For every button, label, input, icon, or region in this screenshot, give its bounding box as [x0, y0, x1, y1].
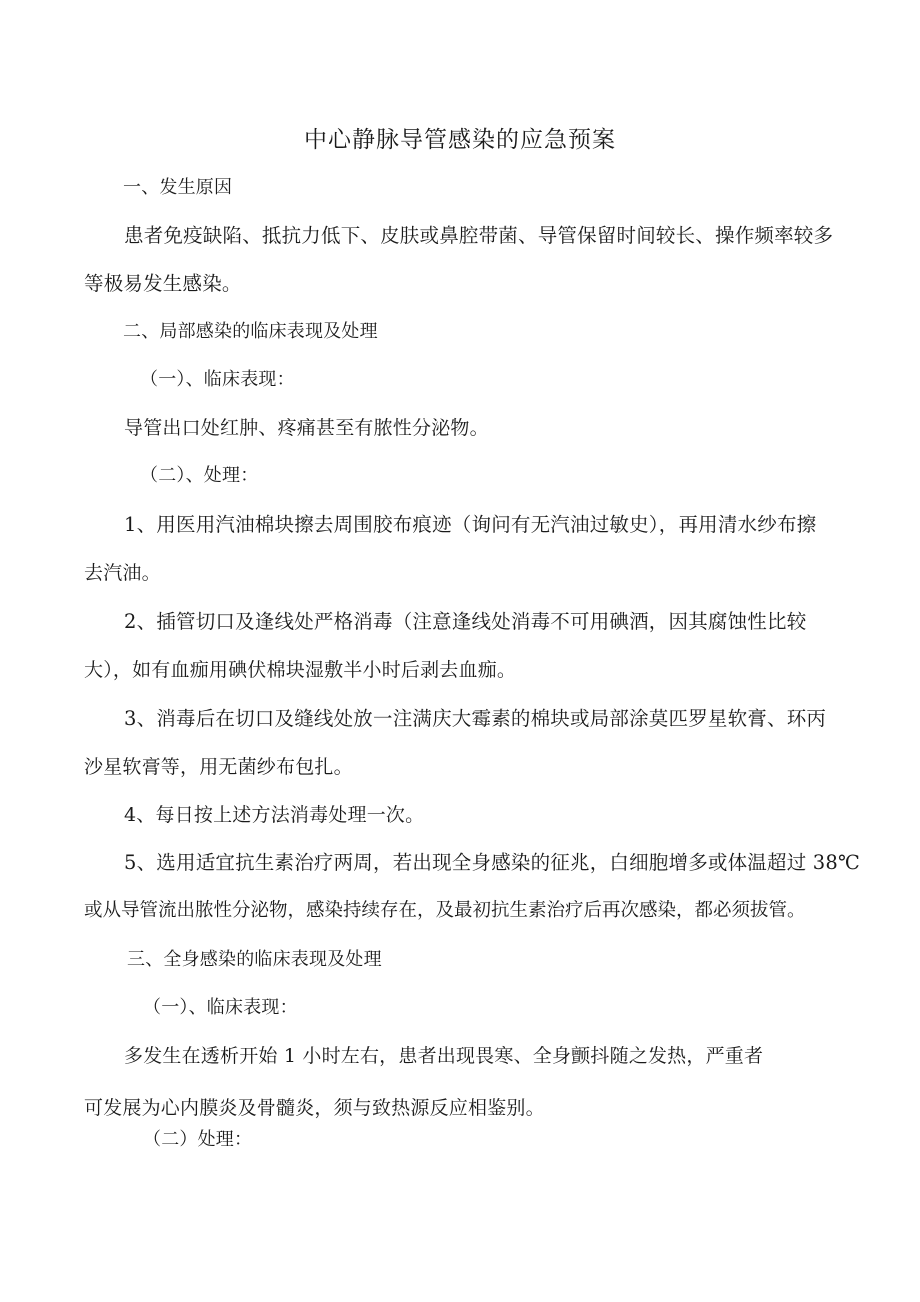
section2-sub1-heading: （一）、临床表现：: [140, 369, 295, 390]
item5-line1: 5、选用适宜抗生素治疗两周，若出现全身感染的征兆，白细胞增多或体温超过 38℃: [124, 851, 861, 874]
section3-sub1-heading: （一）、临床表现：: [143, 997, 298, 1018]
item3-line1: 3、消毒后在切口及缝线处放一注满庆大霉素的棉块或局部涂莫匹罗星软膏、环丙: [124, 707, 827, 730]
item2-line1: 2、插管切口及逢线处严格消毒（注意逢线处消毒不可用碘酒，因其腐蚀性比较: [124, 610, 807, 633]
section2-heading: 二、局部感染的临床表现及处理: [123, 321, 378, 342]
item4: 4、每日按上述方法消毒处理一次。: [124, 804, 425, 826]
document-title: 中心静脉导管感染的应急预案: [304, 127, 616, 153]
section1-paragraph-line2: 等极易发生感染。: [84, 272, 242, 295]
section3-paragraph-line2: 可发展为心内膜炎及骨髓炎，须与致热源反应相鉴别。: [84, 1097, 545, 1119]
section1-paragraph-line1: 患者免疫缺陷、抵抗力低下、皮肤或鼻腔带菌、导管保留时间较长、操作频率较多: [124, 224, 834, 247]
section2-sub2-heading: （二）、处理：: [140, 465, 259, 486]
section1-heading: 一、发生原因: [123, 177, 233, 198]
section3-heading: 三、全身感染的临床表现及处理: [127, 949, 382, 970]
section3-paragraph-line1: 多发生在透析开始 1 小时左右，患者出现畏寒、全身颤抖随之发热，严重者: [124, 1045, 764, 1067]
section2-sub1-text: 导管出口处红肿、疼痛甚至有脓性分泌物。: [124, 417, 489, 439]
item3-line2: 沙星软膏等，用无菌纱布包扎。: [84, 756, 353, 778]
item1-line2: 去汽油。: [84, 562, 161, 584]
item1-line1: 1、用医用汽油棉块擦去周围胶布痕迹（询问有无汽油过敏史），再用清水纱布擦: [124, 513, 817, 536]
item2-line2: 大），如有血痂用碘伏棉块湿敷半小时后剥去血痂。: [84, 659, 517, 681]
section3-sub2-heading: （二）处理：: [143, 1129, 253, 1150]
item5-line2: 或从导管流出脓性分泌物，感染持续存在，及最初抗生素治疗后再次感染，都必须拔管。: [84, 900, 806, 921]
